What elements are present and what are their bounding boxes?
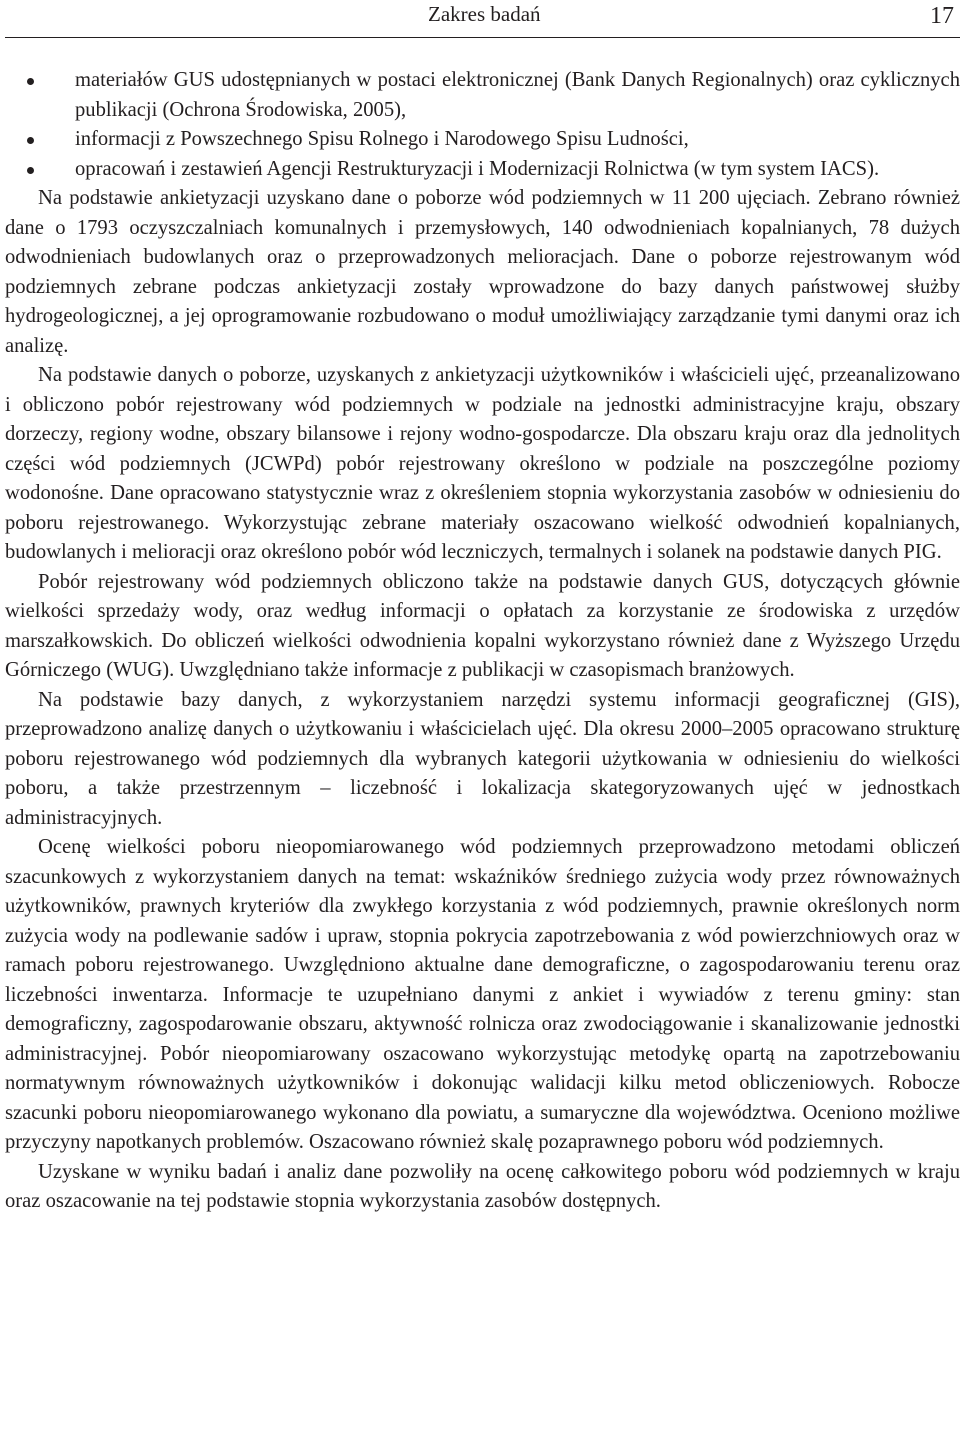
paragraph: Na podstawie ankietyzacji uzyskano dane o poborze wód podziemnych w 11 200 ujęciach. Zebrano również dane o 1793 oczyszczalniach komunalnych i przemysłowych, 140 odwodnieniach kopalnianych, 78 dużych odwodnieniach budowlanych oraz o przeprowadzonych melioracjach. Dane o poborze rejestrowanym wód podziemnych zebrane podczas ankietyzacji zostały wprowadzone do bazy danych państwowej służby hydrogeologicznej, a jej oprogramowanie rozbudowano o moduł umożliwiający zarządzanie tymi danymi oraz ich analizę. bbox=[5, 187, 960, 357]
bullet-icon bbox=[27, 167, 34, 174]
paragraph: Na podstawie bazy danych, z wykorzystaniem narzędzi systemu informacji geograficznej (GIS), przeprowadzono analizę danych o użytkowaniu i właścicielach ujęć. Dla okresu 2000–2005 opracowano strukturę poboru rejestrowanego wód podziemnych dla wybranych kategorii użytkowania w odniesieniu do wielkości poboru, a także przestrzennym – liczebność i lokalizacja skategoryzowanych ujęć w jednostkach administracyjnych. bbox=[5, 688, 960, 829]
bullet-item bbox=[5, 155, 960, 185]
page-body bbox=[5, 66, 960, 1217]
page-number: 17 bbox=[930, 3, 954, 29]
page-header bbox=[0, 0, 960, 40]
header-divider bbox=[5, 37, 960, 38]
bullet-list bbox=[5, 66, 960, 184]
paragraph: Pobór rejestrowany wód podziemnych obliczono także na podstawie danych GUS, dotyczących głównie wielkości sprzedaży wody, oraz według informacji o opłatach za korzystanie ze środowiska z urzędów marszałkowskich. Do obliczeń wielkości odwodnienia kopalni wykorzystano również dane z Wyższego Urzędu Górniczego (WUG). Uwzględniano także informacje z publikacji w czasopismach branżowych. bbox=[5, 570, 960, 681]
paragraph: Ocenę wielkości poboru nieopomiarowanego wód podziemnych przeprowadzono metodami obliczeń szacunkowych z wykorzystaniem danych na temat: wskaźników średniego zużycia wody przez równoważnych użytkowników, prawnych kryteriów dla zwykłego korzystania z wód podziemnych, prawnie określonych norm zużycia wody na podlewanie sadów i upraw, stopnia pokrycia zapotrzebowania z wód powierzchniowych oraz w ramach poboru rejestrowanego. Uwzględniono aktualne dane demograficzne, o zagospodarowaniu terenu oraz liczebności inwentarza. Informacje te uzupełniano danymi z ankiet i wywiadów z terenu gminy: stan demograficzny, zagospodarowanie obszaru, aktywność rolnicza oraz zwodociągowanie i skanalizowanie jednostki administracyjnej. Pobór nieopomiarowany oszacowano wykorzystując metodykę opartą na zapotrzebowaniu normatywnym równoważnych użytkowników i dokonując walidacji kilku metod obliczeniowych. Robocze szacunki poboru nieopomiarowanego wykonano dla powiatu, a sumaryczne dla województwa. Oceniono możliwe przyczyny napotkanych problemów. Oszacowano również skalę pozaprawnego poboru wód podziemnych. bbox=[5, 836, 960, 1153]
bullet-text: informacji z Powszechnego Spisu Rolnego i Narodowego Spisu Ludności, bbox=[75, 128, 689, 150]
bullet-item bbox=[5, 125, 960, 155]
paragraph: Na podstawie danych o poborze, uzyskanych z ankietyzacji użytkowników i właścicieli ujęć, przeanalizowano i obliczono pobór rejestrowany wód podziemnych w podziale na jednostki administracyjne kraju, obszary dorzeczy, regiony wodne, obszary bilansowe i rejony wodno-gospodarcze. Dla obszaru kraju oraz dla jednolitych części wód podziemnych (JCWPd) pobór rejestrowany określono w podziale na poszczególne poziomy wodonośne. Dane opracowano statystycznie wraz z określeniem stopnia wykorzystania zasobów w odniesieniu do poboru rejestrowanego. Wykorzystując zebrane materiały oszacowano wielkość odwodnień kopalnianych, budowlanych i melioracji oraz określono pobór wód leczniczych, termalnych i solanek na podstawie danych PIG. bbox=[5, 364, 960, 563]
bullet-icon bbox=[27, 137, 34, 144]
bullet-icon bbox=[27, 78, 34, 85]
bullet-item bbox=[5, 66, 960, 125]
paragraph: Uzyskane w wyniku badań i analiz dane pozwoliły na ocenę całkowitego poboru wód podziemnych w kraju oraz oszacowanie na tej podstawie stopnia wykorzystania zasobów dostępnych. bbox=[5, 1160, 960, 1212]
bullet-text: opracowań i zestawień Agencji Restrukturyzacji i Modernizacji Rolnictwa (w tym system IACS). bbox=[75, 157, 880, 180]
bullet-text: materiałów GUS udostępnianych w postaci elektronicznej (Bank Danych Regionalnych) oraz cyklicznych publikacji (Ochrona Środowiska, 2005), bbox=[75, 69, 960, 121]
running-header-title: Zakres badań bbox=[428, 2, 541, 26]
